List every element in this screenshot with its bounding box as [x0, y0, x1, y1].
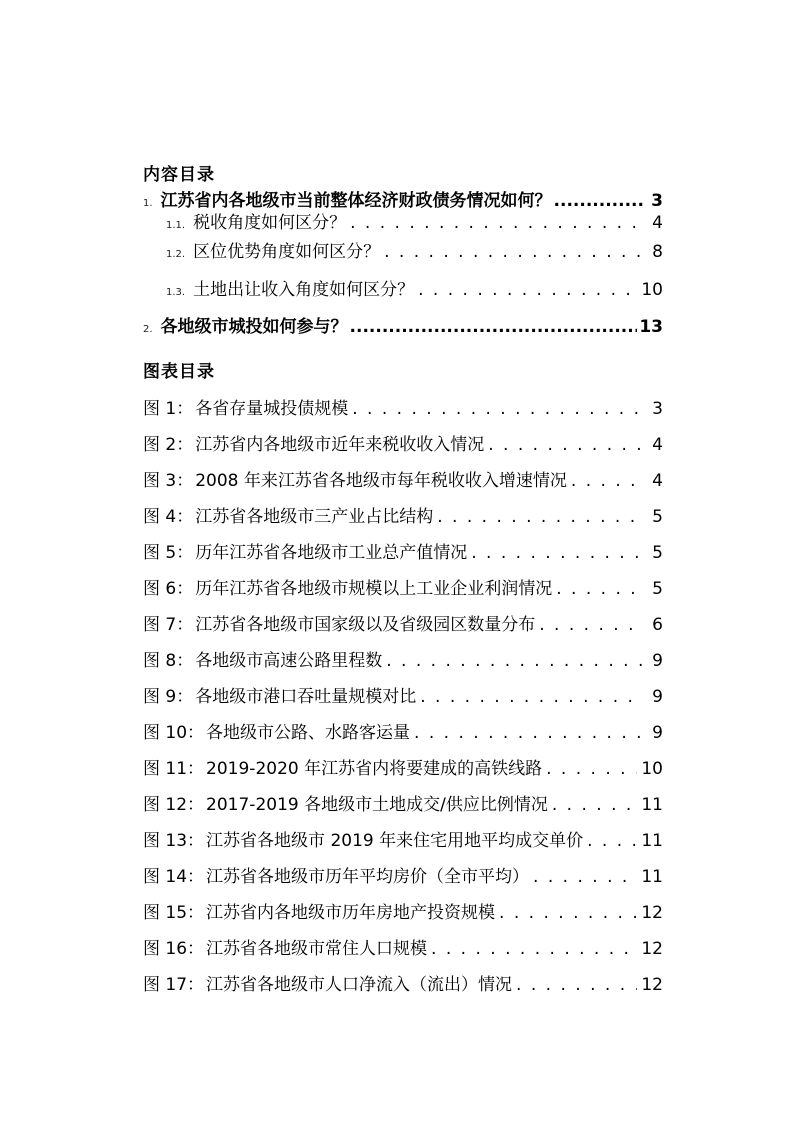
- figure-entry-1[interactable]: [143, 394, 663, 419]
- figure-title: 各省存量城投债规模: [195, 399, 349, 419]
- dot-leader: [384, 242, 643, 262]
- toc-entry-title: 税收角度如何区分？: [193, 213, 347, 233]
- toc-entry-2[interactable]: [143, 312, 663, 337]
- figure-page: 11: [641, 831, 663, 851]
- figure-entry-4[interactable]: [143, 502, 663, 527]
- toc-entry-title: 区位优势角度如何区分？: [193, 242, 381, 262]
- toc-entry-page: 4: [652, 213, 663, 233]
- figure-title: 各地级市高速公路里程数: [195, 651, 383, 671]
- dot-leader: [552, 795, 638, 815]
- dot-leader: [386, 651, 643, 671]
- dot-leader: [546, 759, 637, 779]
- figure-label: 图 5：: [143, 543, 194, 563]
- figure-entry-3[interactable]: [143, 466, 663, 491]
- figure-entry-14[interactable]: [143, 862, 663, 887]
- figure-page: 12: [641, 975, 663, 995]
- figure-title: 江苏省各地级市国家级以及省级园区数量分布: [195, 615, 536, 635]
- dot-leader: [587, 831, 637, 851]
- figure-label: 图 6：: [143, 579, 194, 599]
- dot-leader: [516, 975, 637, 995]
- figure-title: 江苏省各地级市人口净流入（流出）情况: [206, 975, 513, 995]
- figure-title: 江苏省内各地级市近年来税收收入情况: [195, 435, 485, 455]
- toc-entry-title: 江苏省内各地级市当前整体经济财政债务情况如何？: [160, 191, 552, 211]
- figure-label: 图 10：: [143, 723, 205, 743]
- figure-title: 江苏省各地级市 2019 年来住宅用地平均成交单价: [206, 831, 584, 851]
- figure-page: 12: [641, 903, 663, 923]
- dot-leader: [437, 507, 643, 527]
- figure-entry-17[interactable]: [143, 970, 663, 995]
- figure-title: 江苏省内各地级市历年房地产投资规模: [206, 903, 496, 923]
- figure-page: 9: [652, 687, 663, 707]
- figure-label: 图 17：: [143, 975, 205, 995]
- toc-entry-number: 2.: [143, 324, 153, 335]
- figure-label: 图 9：: [143, 687, 194, 707]
- figure-entry-7[interactable]: [143, 610, 663, 635]
- figure-page: 4: [652, 435, 663, 455]
- toc-entry-page: 13: [639, 317, 663, 337]
- figure-title: 江苏省各地级市三产业占比结构: [195, 507, 434, 527]
- figure-label: 图 7：: [143, 615, 194, 635]
- figure-entry-2[interactable]: [143, 430, 663, 455]
- figure-title: 各地级市港口吞吐量规模对比: [195, 687, 417, 707]
- dot-leader: [499, 903, 637, 923]
- figure-label: 图 4：: [143, 507, 194, 527]
- figure-title: 2017-2019 各地级市土地成交/供应比例情况: [206, 795, 548, 815]
- toc-entry-1-3[interactable]: [166, 275, 663, 300]
- figure-entry-13[interactable]: [143, 826, 663, 851]
- figure-title: 江苏省各地级市历年平均房价（全市平均）: [206, 867, 530, 887]
- figure-title: 历年江苏省各地级市工业总产值情况: [195, 543, 468, 563]
- figure-page: 11: [641, 867, 663, 887]
- dot-leader: [414, 723, 643, 743]
- toc-entry-page: 3: [651, 191, 663, 211]
- toc-entry-title: 土地出让收入角度如何区分？: [193, 280, 415, 300]
- figure-title: 各地级市公路、水路客运量: [206, 723, 411, 743]
- figure-page: 6: [652, 615, 663, 635]
- figure-entry-11[interactable]: [143, 754, 663, 779]
- toc-heading: 内容目录: [143, 165, 215, 185]
- figure-title: 江苏省各地级市常住人口规模: [206, 939, 428, 959]
- figure-label: 图 14：: [143, 867, 205, 887]
- figure-page: 5: [652, 543, 663, 563]
- figure-entry-5[interactable]: [143, 538, 663, 563]
- figure-title: 2008 年来江苏省各地级市每年税收收入增速情况: [195, 471, 567, 491]
- figure-title: 历年江苏省各地级市规模以上工业企业利润情况: [195, 579, 553, 599]
- figure-label: 图 16：: [143, 939, 205, 959]
- figure-entry-15[interactable]: [143, 898, 663, 923]
- figure-page: 11: [641, 795, 663, 815]
- toc-entry-number: 1.: [143, 198, 153, 209]
- figure-entry-16[interactable]: [143, 934, 663, 959]
- toc-entry-number: 1.3.: [166, 287, 186, 298]
- toc-entry-1-2[interactable]: [166, 237, 663, 262]
- figure-title: 2019-2020 年江苏省内将要建成的高铁线路: [206, 759, 543, 779]
- dot-leader: [556, 579, 643, 599]
- figure-page: 10: [641, 759, 663, 779]
- figure-entry-8[interactable]: [143, 646, 663, 671]
- dot-leader: [420, 687, 643, 707]
- toc-entry-number: 1.2.: [166, 249, 186, 260]
- toc-entry-page: 10: [641, 280, 663, 300]
- figures-heading: 图表目录: [143, 362, 215, 382]
- dot-leader: [352, 399, 643, 419]
- figure-label: 图 12：: [143, 795, 205, 815]
- figure-page: 5: [652, 507, 663, 527]
- dot-leader: [431, 939, 637, 959]
- dot-leader: [471, 543, 643, 563]
- figure-entry-12[interactable]: [143, 790, 663, 815]
- figure-label: 图 8：: [143, 651, 194, 671]
- toc-entry-1-1[interactable]: [166, 208, 663, 233]
- figure-label: 图 3：: [143, 471, 194, 491]
- dot-leader: [350, 213, 643, 233]
- figure-page: 4: [652, 471, 663, 491]
- toc-entry-page: 8: [652, 242, 663, 262]
- figure-entry-9[interactable]: [143, 682, 663, 707]
- dot-leader: [539, 615, 643, 635]
- figure-label: 图 1：: [143, 399, 194, 419]
- figure-label: 图 13：: [143, 831, 205, 851]
- figure-entry-6[interactable]: [143, 574, 663, 599]
- toc-entry-title: 各地级市城投如何参与？: [160, 317, 348, 337]
- figure-page: 9: [652, 651, 663, 671]
- dot-leader: [571, 471, 643, 491]
- toc-entry-number: 1.1.: [166, 220, 186, 231]
- figure-label: 图 11：: [143, 759, 205, 779]
- figure-page: 12: [641, 939, 663, 959]
- figure-page: 9: [652, 723, 663, 743]
- dot-leader: [418, 280, 637, 300]
- figure-label: 图 15：: [143, 903, 205, 923]
- figure-label: 图 2：: [143, 435, 194, 455]
- dot-leader: [533, 867, 637, 887]
- figure-entry-10[interactable]: [143, 718, 663, 743]
- figure-page: 3: [652, 399, 663, 419]
- figure-page: 5: [652, 579, 663, 599]
- dot-leader: [350, 317, 638, 337]
- dot-leader: [488, 435, 643, 455]
